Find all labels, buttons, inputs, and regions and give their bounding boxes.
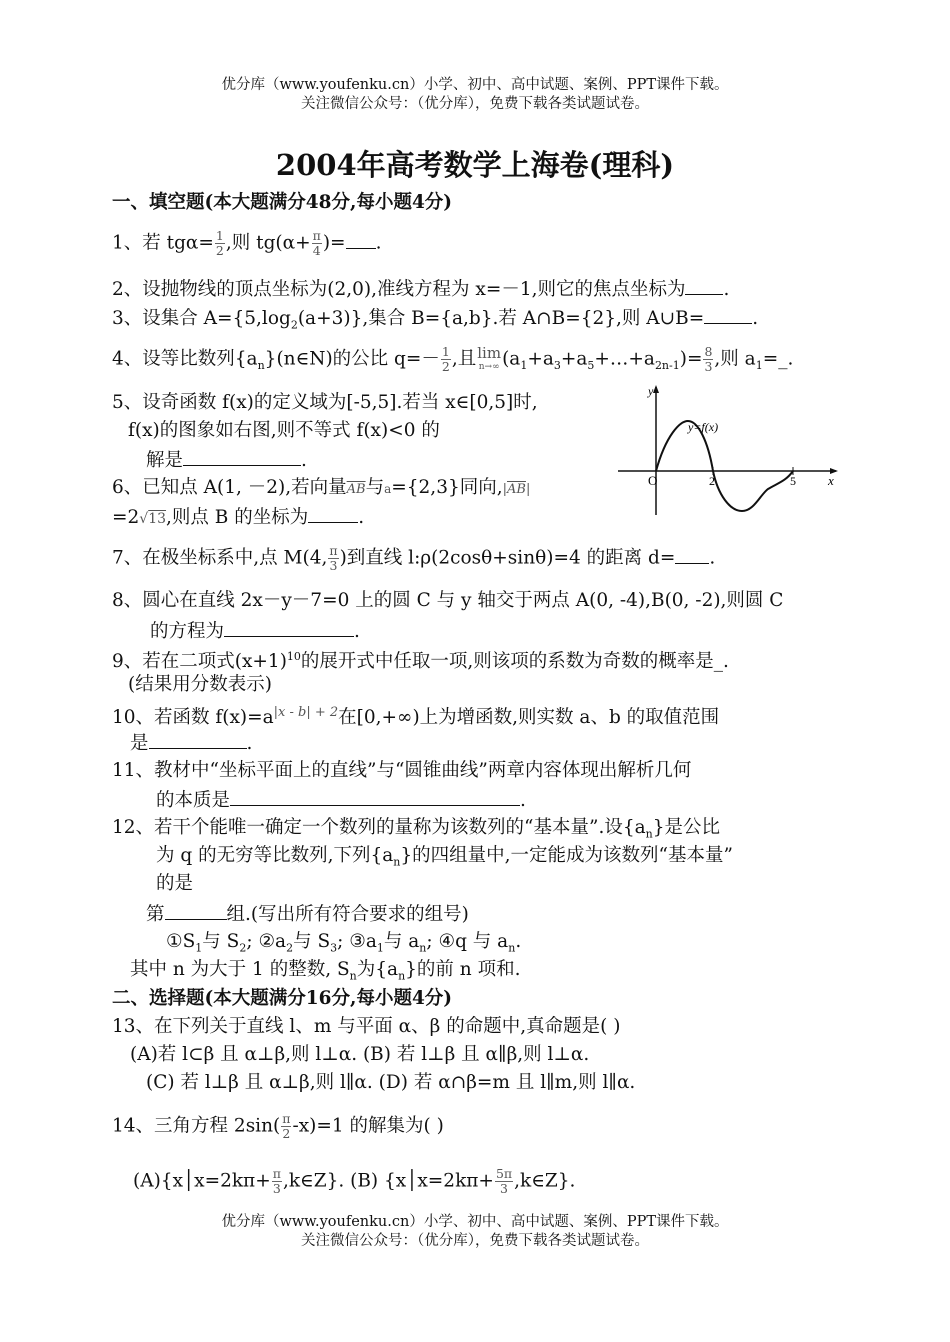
question-6-line-1: 6、已知点 A(1, －2),若向量$\overline{AB}$与a={2,3}同向$,|\overline{AB}|$ <box>112 477 531 498</box>
fraction: $\frac{\pi}{4}$ <box>312 228 321 258</box>
question-4: 4、设等比数列$\{a_n\}(n\in N)$的公比 q=－ $\frac{1}{2}$ ,且 lim n→∞ $(a_1+a_3+a_5+\dots+a_{2n-1})=$ $\frac{8}{3}$ ,则 $a_1=\_$. <box>112 343 794 374</box>
answer-blank <box>165 901 227 920</box>
question-13-options-ab: (A)若 l⊂β 且 α⊥β,则 l⊥α. (B) 若 l⊥β 且 α∥β,则 l⊥α. <box>130 1044 590 1065</box>
question-13-options-cd: (C) 若 l⊥β 且 α⊥β,则 l∥α. (D) 若 α∩β=m 且 l∥m,则 l∥α. <box>146 1072 636 1093</box>
x-axis-label: x <box>828 473 834 488</box>
fraction: $\frac{5\pi}{3}$ <box>495 1166 513 1196</box>
question-13: 13、在下列关于直线 l、m 与平面 α、β 的命题中,真命题是( ) <box>112 1016 621 1037</box>
section-fill-in: 一、填空题(本大题满分48分,每小题4分) <box>112 192 453 213</box>
answer-blank <box>704 305 752 324</box>
answer-blank <box>685 276 723 295</box>
question-14: 14、三角方程 2sin( $\frac{\pi}{2}$ -x)=1 的解集为( ) <box>112 1111 444 1141</box>
fraction: $\frac{\pi}{3}$ <box>272 1166 281 1196</box>
curve <box>656 421 793 511</box>
limit: lim n→∞ <box>477 343 502 372</box>
question-12-line-1: 12、若干个能唯一确定一个数列的量称为该数列的“基本量”.设$\{a_n\}$是公比 <box>112 817 721 841</box>
function-label: y=f(x) <box>688 420 719 434</box>
question-12-note: 其中 n 为大于 1 的整数, $S_n$为$\{a_n\}$的前 n 项和. <box>130 959 521 983</box>
header-line-1: 优分库（www.youfenku.cn）小学、初中、高中试题、案例、PPT课件下载。 <box>221 77 729 93</box>
question-11-line-2: 的本质是 . <box>156 787 526 813</box>
question-12-line-4: 第 组.(写出所有符合要求的组号) <box>146 901 469 927</box>
question-5-line-3: 解是 . <box>146 447 307 473</box>
footer-line-2: 关注微信公众号：（优分库），免费下载各类试题试卷。 <box>301 1233 649 1249</box>
question-11-line-1: 11、教材中“坐标平面上的直线”与“圆锥曲线”两章内容体现出解析几何 <box>112 760 692 781</box>
tick-2: 2 <box>709 474 715 488</box>
y-arrow <box>653 385 659 393</box>
question-14-options: (A){x│x=2kπ+ $\frac{\pi}{3}$ ,k∈Z}. (B) {x│x=2kπ+ $\frac{5\pi}{3}$ ,k∈Z}. <box>133 1166 576 1196</box>
question-10-line-2: 是 . <box>130 730 252 756</box>
answer-blank <box>675 545 709 564</box>
question-7: 7、在极坐标系中,点 M(4, $\frac{\pi}{3}$ )到直线 l:ρ(2cosθ+sinθ)=4 的距离 d= . <box>112 543 716 573</box>
question-6-line-2: =2√13,则点 B 的坐标为 . <box>112 504 364 531</box>
fraction: $\frac{1}{2}$ <box>441 344 450 374</box>
question-10-line-1: 10、若函数 $f(x)=a^{|x - b| + 2}$在[0,+∞)上为增函数,则实数 a、b 的取值范围 <box>112 705 720 729</box>
question-12-line-3: 的是 <box>156 873 194 894</box>
question-5-line-2: f(x)的图象如右图,则不等式 f(x)<0 的 <box>128 420 440 441</box>
section-multiple-choice: 二、选择题(本大题满分16分,每小题4分) <box>112 988 453 1009</box>
question-5-line-1: 5、设奇函数 f(x)的定义域为[-5,5].若当 x∈[0,5]时, <box>112 392 538 413</box>
answer-blank <box>346 230 376 249</box>
question-8-line-2: 的方程为 . <box>150 618 360 644</box>
header <box>0 76 950 114</box>
question-3: 3、设集合 $A=\{5,\log_2(a+3)\}$,集合 B={a,b}.若 A∩B={2},则 A∪B= . <box>112 305 758 338</box>
answer-blank <box>230 787 520 806</box>
answer-blank <box>308 504 358 523</box>
fraction: $\frac{8}{3}$ <box>704 344 713 374</box>
function-graph <box>618 383 840 518</box>
fraction: $\frac{1}{2}$ <box>215 228 224 258</box>
fraction: $\frac{\pi}{2}$ <box>282 1111 291 1141</box>
answer-blank <box>183 447 301 466</box>
footer <box>0 1213 950 1251</box>
question-1: 1、若 tgα= $\frac{1}{2}$ ,则 tg(α+ $\frac{\pi}{4}$ )= . <box>112 228 382 258</box>
question-9-line-2: (结果用分数表示) <box>128 674 272 695</box>
origin-label: O <box>648 473 658 488</box>
header-line-2: 关注微信公众号：（优分库），免费下载各类试题试卷。 <box>301 96 649 112</box>
question-9-line-1: 9、若在二项式$(x+1)^{10}$的展开式中任取一项,则该项的系数为奇数的概率是_. <box>112 650 729 673</box>
y-axis-label: y <box>648 384 654 398</box>
page-title: 2004年高考数学上海卷(理科) <box>275 148 675 182</box>
question-2: 2、设抛物线的顶点坐标为(2,0),准线方程为 x=－1,则它的焦点坐标为 . <box>112 276 729 302</box>
tick-5: 5 <box>790 474 796 488</box>
fraction: $\frac{\pi}{3}$ <box>329 543 338 573</box>
question-12-line-2: 为 q 的无穷等比数列,下列$\{a_n\}$的四组量中,一定能成为该数列“基本量” <box>156 845 733 869</box>
answer-blank <box>224 618 354 637</box>
question-8-line-1: 8、圆心在直线 2x－y－7=0 上的圆 C 与 y 轴交于两点 A(0, -4),B(0, -2),则圆 C <box>112 590 784 611</box>
question-12-options: $①S_1$与 $S_2$; $②a_2$与 $S_3$; $③a_1$与 $a_n$; ④q 与 $a_n$. <box>166 931 522 955</box>
footer-line-1: 优分库（www.youfenku.cn）小学、初中、高中试题、案例、PPT课件下载。 <box>221 1214 729 1230</box>
answer-blank <box>149 730 247 749</box>
